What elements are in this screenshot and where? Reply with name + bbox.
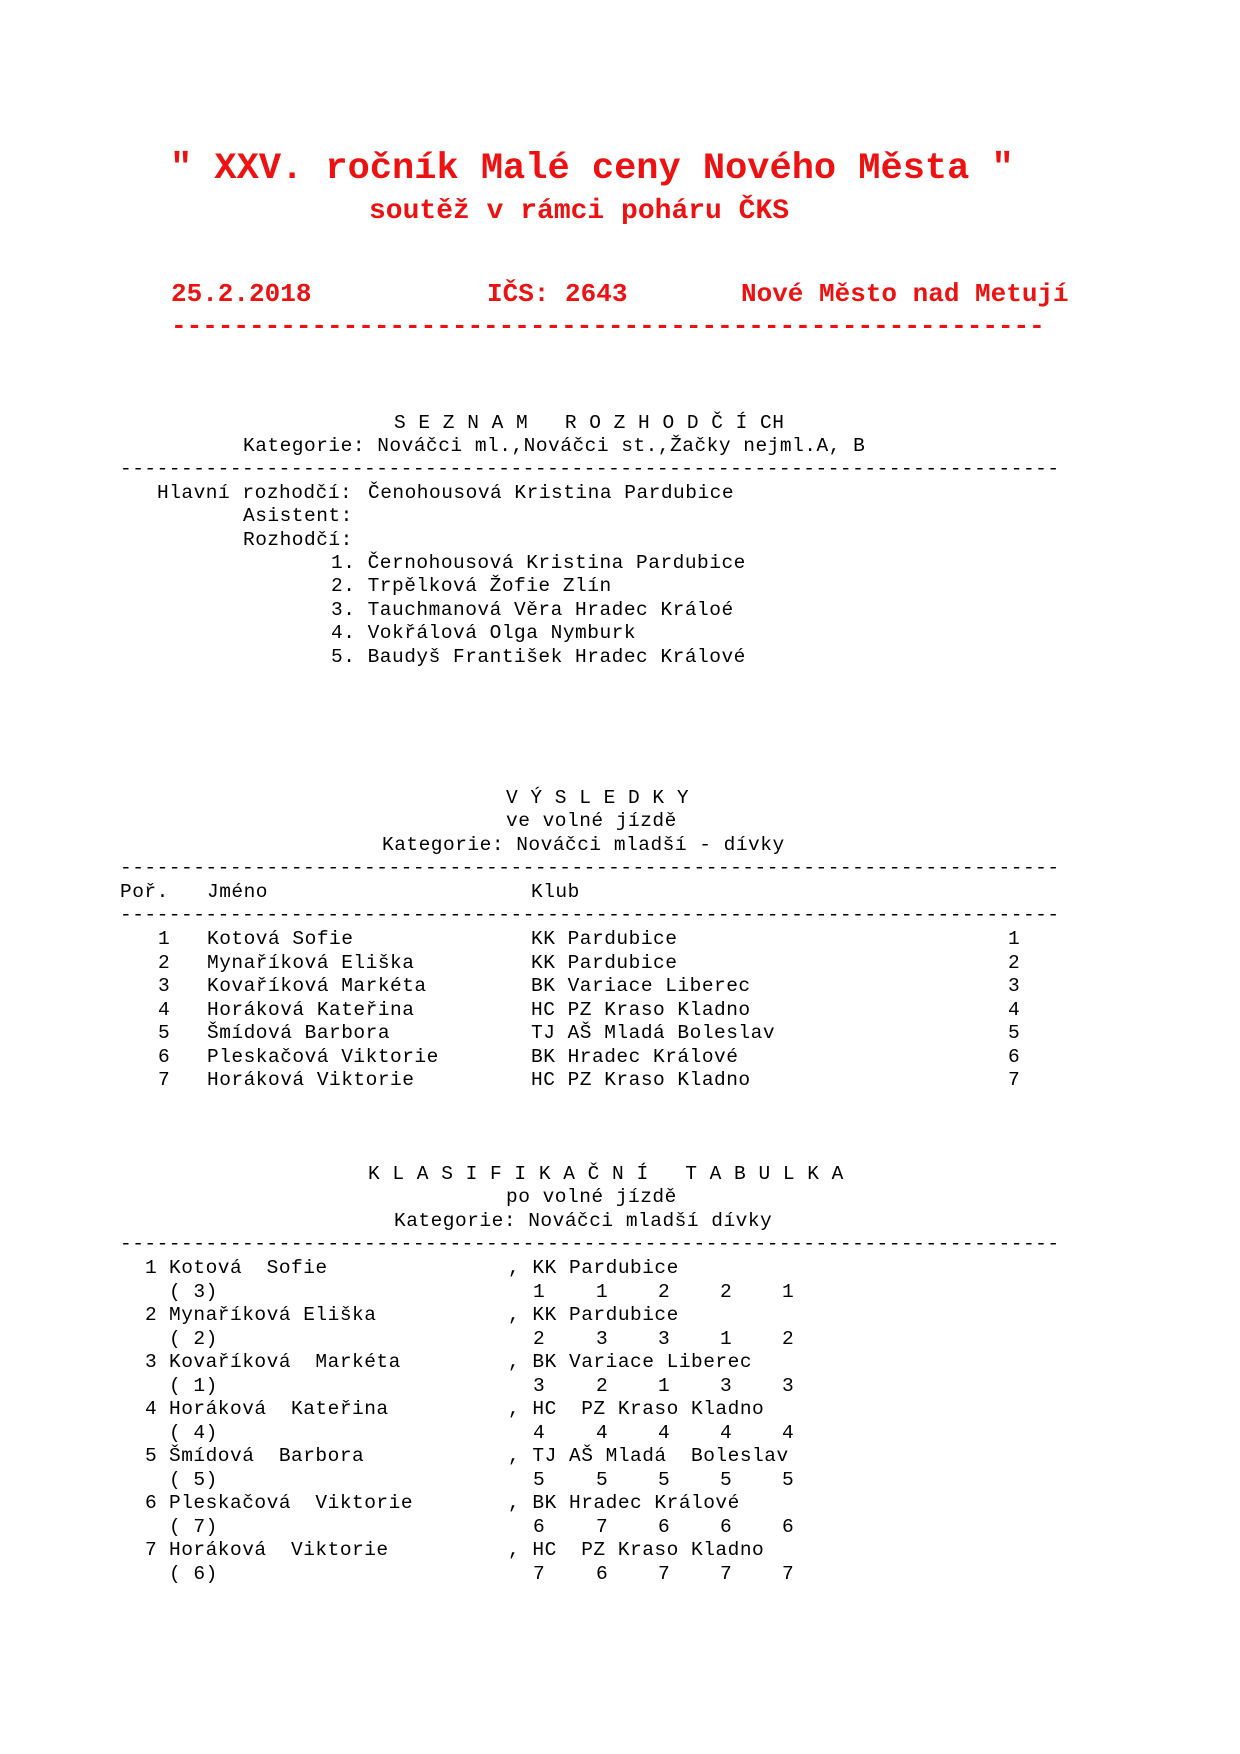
- class-rank: 5: [145, 1445, 158, 1467]
- class-subrank: ( 6): [169, 1562, 218, 1585]
- judge-mark: 7: [533, 1562, 546, 1585]
- judges-heading: S E Z N A M R O Z H O D Č Í CH: [394, 412, 785, 434]
- classification-category: Kategorie: Nováčci mladší dívky: [394, 1210, 773, 1232]
- result-place: 6: [1008, 1045, 1021, 1068]
- result-rank: 7: [158, 1069, 171, 1091]
- divider: -----------------------------------------------------------------------------: [120, 857, 1060, 879]
- results-heading: V Ý S L E D K Y: [506, 787, 690, 809]
- result-place: 2: [1008, 951, 1021, 974]
- judge-item: 5. Baudyš František Hradec Králové: [331, 646, 746, 668]
- class-club: , BK Hradec Králové: [508, 1492, 740, 1514]
- class-name: Kotová Sofie: [169, 1257, 328, 1279]
- judge-mark: 7: [596, 1515, 609, 1538]
- result-club: BK Hradec Králové: [531, 1045, 739, 1068]
- classification-subheading: po volné jízdě: [506, 1186, 677, 1208]
- judge-mark: 6: [533, 1515, 546, 1538]
- class-club: , HC PZ Kraso Kladno: [508, 1539, 765, 1561]
- class-subrank: ( 2): [169, 1327, 218, 1350]
- class-club: , KK Pardubice: [508, 1304, 679, 1326]
- result-club: TJ AŠ Mladá Boleslav: [531, 1022, 776, 1044]
- judge-mark: 2: [720, 1280, 733, 1303]
- divider: -----------------------------------------------------------------------------: [120, 458, 1060, 480]
- class-subrank: ( 5): [169, 1468, 218, 1491]
- result-rank: 5: [158, 1022, 171, 1044]
- judge-mark: 5: [533, 1468, 546, 1491]
- judge-mark: 5: [720, 1468, 733, 1491]
- judge-mark: 2: [533, 1327, 546, 1350]
- result-club: BK Variace Liberec: [531, 975, 751, 997]
- class-name: Pleskačová Viktorie: [169, 1492, 414, 1514]
- event-ics: IČS: 2643: [487, 279, 628, 309]
- result-name: Mynaříková Eliška: [207, 951, 415, 974]
- judge-mark: 5: [596, 1468, 609, 1491]
- judge-mark: 6: [596, 1562, 609, 1585]
- judge-mark: 7: [782, 1562, 795, 1585]
- result-club: KK Pardubice: [531, 951, 678, 974]
- judge-item: 4. Vokřálová Olga Nymburk: [331, 622, 637, 644]
- class-subrank: ( 7): [169, 1515, 218, 1538]
- judge-mark: 1: [782, 1280, 795, 1303]
- judge-mark: 2: [596, 1374, 609, 1397]
- class-rank: 7: [145, 1539, 158, 1561]
- result-place: 3: [1008, 975, 1021, 997]
- result-name: Horáková Kateřina: [207, 998, 415, 1021]
- chief-judge-label: Hlavní rozhodčí:: [157, 482, 353, 504]
- result-rank: 6: [158, 1045, 171, 1068]
- result-club: HC PZ Kraso Kladno: [531, 1069, 751, 1091]
- class-club: , KK Pardubice: [508, 1257, 679, 1279]
- chief-judge-name: Čenohousová Kristina Pardubice: [368, 482, 735, 504]
- judge-mark: 7: [658, 1562, 671, 1585]
- judge-mark: 7: [720, 1562, 733, 1585]
- result-name: Pleskačová Viktorie: [207, 1045, 439, 1068]
- class-name: Šmídová Barbora: [169, 1445, 365, 1467]
- results-category: Kategorie: Nováčci mladší - dívky: [382, 834, 785, 856]
- class-club: , TJ AŠ Mladá Boleslav: [508, 1445, 789, 1467]
- red-divider: --------------------------------------------------------: [171, 311, 1045, 341]
- classification-heading: K L A S I F I K A Č N Í T A B U L K A: [368, 1163, 844, 1185]
- class-rank: 3: [145, 1351, 158, 1373]
- judge-mark: 4: [720, 1421, 733, 1444]
- class-subrank: ( 3): [169, 1280, 218, 1303]
- class-rank: 6: [145, 1492, 158, 1514]
- result-club: KK Pardubice: [531, 928, 678, 950]
- result-name: Kotová Sofie: [207, 928, 354, 950]
- class-name: Horáková Kateřina: [169, 1398, 389, 1420]
- class-name: Kovaříková Markéta: [169, 1351, 401, 1373]
- result-rank: 3: [158, 975, 171, 997]
- result-rank: 4: [158, 998, 171, 1021]
- result-rank: 2: [158, 951, 171, 974]
- page-subtitle: soutěž v rámci poháru ČKS: [369, 196, 790, 227]
- judge-mark: 4: [596, 1421, 609, 1444]
- judge-mark: 5: [782, 1468, 795, 1491]
- class-club: , BK Variace Liberec: [508, 1351, 753, 1373]
- class-club: , HC PZ Kraso Kladno: [508, 1398, 765, 1420]
- judge-mark: 2: [658, 1280, 671, 1303]
- class-name: Mynaříková Eliška: [169, 1304, 377, 1326]
- class-rank: 1: [145, 1257, 158, 1279]
- judge-mark: 5: [658, 1468, 671, 1491]
- page-title: " XXV. ročník Malé ceny Nového Města ": [170, 148, 1014, 190]
- class-name: Horáková Viktorie: [169, 1539, 389, 1561]
- judge-mark: 3: [658, 1327, 671, 1350]
- col-rank-header: Poř.: [120, 881, 169, 903]
- judge-mark: 6: [720, 1515, 733, 1538]
- divider: -----------------------------------------------------------------------------: [120, 904, 1060, 926]
- judge-mark: 1: [533, 1280, 546, 1303]
- judge-mark: 4: [533, 1421, 546, 1444]
- class-subrank: ( 4): [169, 1421, 218, 1444]
- col-name-header: Jméno: [207, 881, 269, 903]
- judge-mark: 4: [782, 1421, 795, 1444]
- col-club-header: Klub: [531, 881, 580, 903]
- judge-mark: 3: [720, 1374, 733, 1397]
- judge-mark: 3: [782, 1374, 795, 1397]
- result-name: Kovaříková Markéta: [207, 975, 427, 997]
- result-place: 4: [1008, 998, 1021, 1021]
- result-name: Horáková Viktorie: [207, 1069, 415, 1091]
- judge-mark: 3: [596, 1327, 609, 1350]
- judge-mark: 6: [658, 1515, 671, 1538]
- judge-mark: 1: [596, 1280, 609, 1303]
- judges-category: Kategorie: Nováčci ml.,Nováčci st.,Žačky nejml.A, B: [243, 435, 866, 457]
- result-rank: 1: [158, 928, 171, 950]
- result-place: 5: [1008, 1022, 1021, 1044]
- class-rank: 2: [145, 1304, 158, 1326]
- judge-item: 3. Tauchmanová Věra Hradec Králoé: [331, 599, 734, 621]
- result-place: 1: [1008, 928, 1021, 950]
- judge-mark: 6: [782, 1515, 795, 1538]
- judge-mark: 1: [720, 1327, 733, 1350]
- assistant-label: Asistent:: [243, 505, 353, 527]
- result-place: 7: [1008, 1069, 1021, 1091]
- judge-mark: 2: [782, 1327, 795, 1350]
- judges-label: Rozhodčí:: [243, 529, 353, 551]
- judge-mark: 4: [658, 1421, 671, 1444]
- judge-mark: 1: [658, 1374, 671, 1397]
- event-place: Nové Město nad Metují: [741, 279, 1069, 309]
- class-subrank: ( 1): [169, 1374, 218, 1397]
- judge-mark: 3: [533, 1374, 546, 1397]
- result-name: Šmídová Barbora: [207, 1022, 391, 1044]
- judge-item: 1. Černohousová Kristina Pardubice: [331, 552, 746, 574]
- divider: -----------------------------------------------------------------------------: [120, 1233, 1060, 1255]
- event-date: 25.2.2018: [171, 279, 312, 309]
- results-subheading: ve volné jízdě: [506, 810, 677, 832]
- judge-item: 2. Trpělková Žofie Zlín: [331, 575, 612, 597]
- result-club: HC PZ Kraso Kladno: [531, 998, 751, 1021]
- class-rank: 4: [145, 1398, 158, 1420]
